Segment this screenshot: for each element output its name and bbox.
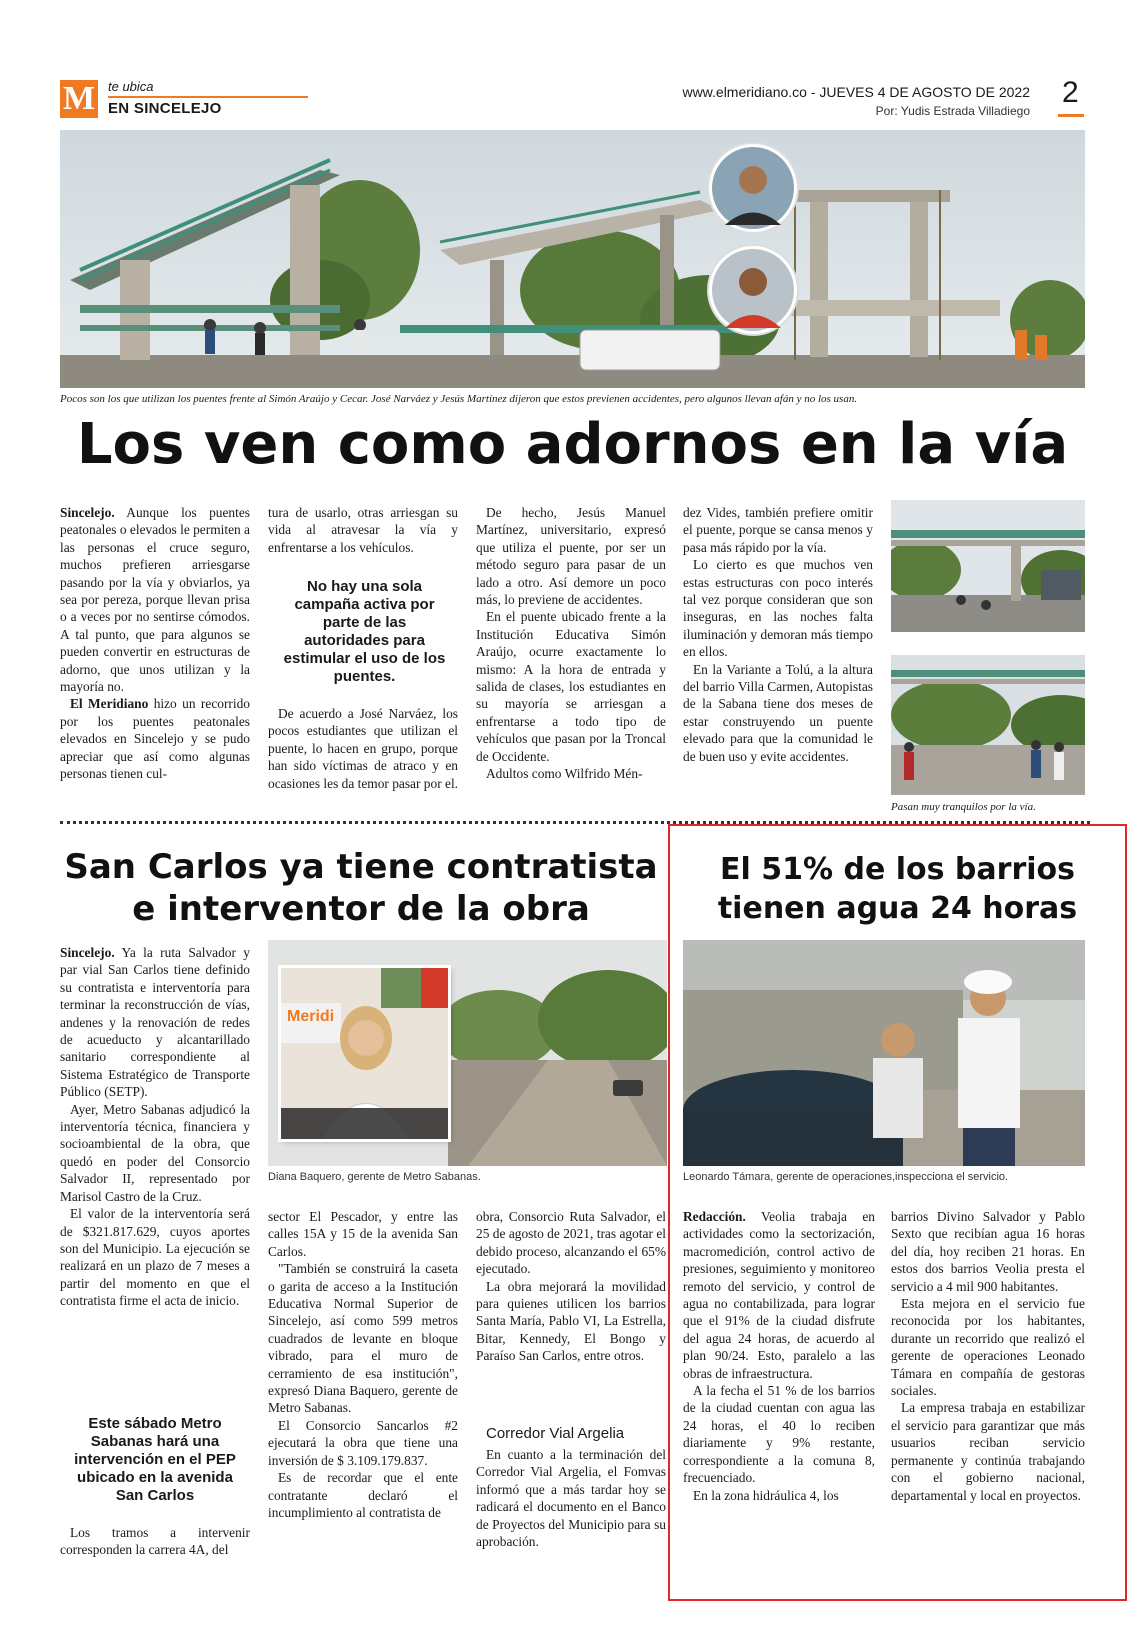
story1-col1-p1: Aunque los puentes peatonales o elevados le permiten a las personas el cruce seguro, muchos prefieren arriesgarse pasando por la vía y obviarlos, ya sea por pereza, porque llevan prisa o a veces por no sentirse cómodos. A tal punto, que para algunos se pueden convertir en estructuras de adorno, que unos utilizan y la mayoría no.: [60, 505, 250, 695]
side-photo-pedestrians: [891, 655, 1085, 795]
story2-col3-p1: obra, Consorcio Ruta Salvador, el 25 de agosto de 2021, tras agotar el debido proceso, alcanzando el 65% ejecutado.: [476, 1209, 666, 1277]
story2-col1b: [60, 1524, 250, 1559]
tagline-rule: [108, 96, 308, 98]
top-photo-caption: Pocos son los que utilizan los puentes frente al Simón Araújo y Cecar. José Narváez y Jesús Martínez dijeron que estos previenen accidentes, pero algunos llevan afán y no los usan.: [60, 393, 858, 405]
story1-col1-p2: hizo un recorrido por los puentes peatonales elevados en Sincelejo y se pudo apreciar que así como algunas personas tienen cul-: [60, 696, 250, 782]
story1-col1: [60, 504, 250, 783]
story3-col1: [683, 1208, 875, 1504]
story2-col2-p4: Es de recordar que el ente contratante declaró el incumplimiento al contratista de: [268, 1470, 458, 1520]
story3-col2-p3: La empresa trabaja en estabilizar el servicio para garantizar que más usuarios reciban servicio permanente y continúa trabajando con el gobierno nacional, departamental y local en proyectos.: [891, 1400, 1085, 1503]
story2-col1-p2: Ayer, Metro Sabanas adjudicó la interventoría técnica, financiera y socioambiental de la obra, que quedó en poder del Consorcio Salvador II, representado por Marisol Castro de la Cruz.: [60, 1101, 250, 1204]
story2-col1-p4: Los tramos a intervenir corresponden la carrera 4A, del: [60, 1525, 250, 1558]
page-number: 2: [1062, 76, 1079, 109]
story1-lead: Sincelejo.: [60, 505, 115, 520]
story1-col4-p1: dez Vides, también prefiere omitir el puente, porque se cansa menos y pasa más rápido por la vía.: [683, 505, 873, 555]
story2-col1-p3: El valor de la interventoría será de $321.817.629, cuyos aportes son del Municipio. La ejecución se realizará en un plazo de 7 meses a partir del momento en que el contratista firme el acta de inicio.: [60, 1206, 250, 1309]
story2-pull-quote: Este sábado Metro Sabanas hará una intervención en el PEP ubicado en la avenida San Carlos: [74, 1415, 236, 1504]
story3-col2-p1: barrios Divino Salvador y Pablo Sexto que recibían agua 16 horas del día, hoy reciben 21 horas. En estos dos barrios Veolia presta el servicio a 4 mil 900 habitantes.: [891, 1209, 1085, 1294]
story2-col3b: [476, 1446, 666, 1550]
story1-col2-p1: tura de usarlo, otras arriesgan su vida al atravesar la vía y enfrentarse a los vehículos.: [268, 505, 458, 555]
headline-san-carlos-line2: e interventor de la obra: [132, 889, 590, 929]
headline-agua-line1: El 51% de los barrios: [720, 852, 1075, 887]
bridges-photo: [60, 130, 1085, 388]
story2-col2-p2: "También se construirá la caseta o garita de acceso a la Institución Educativa Normal Superior de Sincelejo, así como 599 metros cuadrados de levante en bloque vibrado, para el muro de cerramiento de esa institución", expresó Diana Baquero, gerente de Metro Sabanas.: [268, 1261, 458, 1416]
section-label: EN SINCELEJO: [108, 100, 222, 117]
inset-logo-text: Meridi: [287, 1008, 335, 1025]
story1-pull-quote: No hay una sola campaña activa por parte de las autoridades para estimular el uso de los puentes.: [283, 578, 446, 685]
story1-col2-p2: De acuerdo a José Narváez, los pocos estudiantes que utilizan el puente, lo hacen en grupo, porque han sido víctimas de atraco y en ocasiones les da temor pasar por el.: [268, 706, 459, 791]
story3-col2-p2: Esta mejora en el servicio fue reconocida por los habitantes, durante un recorrido que realizó el gerente de operaciones Leonado Támara en compañía de gestoras sociales.: [891, 1296, 1085, 1399]
story2-col2-p1: sector El Pescador, y entre las calles 15A y 15 de la avenida San Carlos.: [268, 1209, 458, 1259]
story3-col2: [891, 1208, 1085, 1504]
story2-col1: [60, 944, 250, 1310]
story2-subhead: Corredor Vial Argelia: [486, 1425, 625, 1442]
veolia-photo: [683, 940, 1085, 1166]
headline-san-carlos: [55, 846, 667, 930]
story1-col3-p3: Adultos como Wilfrido Mén-: [486, 766, 643, 782]
story1-lead2: El Meridiano: [70, 696, 149, 712]
side-photo-caption: Pasan muy tranquilos por la vía.: [891, 801, 1036, 813]
story2-col1-p1: Ya la ruta Salvador y par vial San Carlos tiene definido su contratista e interventoría para terminar la reconstrucción de vías, andenes y la renovación de redes de acueducto y alcantarillado sanitario correspondiente al Sistema Estratégico de Transporte Público (SETP).: [60, 945, 250, 1100]
story2-col3-p2: La obra mejorará la movilidad para quienes utilicen los barrios Santa María, Pablo VI, La Estrella, Bitar, Kennedy, El Bongo y Paraíso San Carlos, entre otros.: [476, 1278, 666, 1364]
story3-col1-p2: A la fecha el 51 % de los barrios de la ciudad cuentan con agua las 24 horas, el 40 lo reciben diariamente y 9% restante, correspondiente a la comuna 8, frecuenciado.: [683, 1383, 875, 1486]
page-number-rule: [1058, 114, 1084, 117]
story3-col1-p3: En la zona hidráulica 4, los: [693, 1487, 839, 1503]
story1-col4: [683, 504, 873, 765]
story1-col2b: [268, 705, 458, 792]
story2-col3-p3: En cuanto a la terminación del Corredor Vial Argelia, el Fomvas informó que a más tardar hoy se radicará el documento en el Banco de Proyectos del Municipio para su aprobación.: [476, 1447, 666, 1550]
story2-col3: [476, 1208, 666, 1365]
story1-col2: [268, 504, 458, 556]
story1-col4-p3: En la Variante a Tolú, a la altura del barrio Villa Carmen, Autopistas de la Sabana tiene dos meses de estar construyendo un puente elevado para que la comunidad le de buen uso y evite accidentes.: [683, 661, 873, 764]
dateline: www.elmeridiano.co - JUEVES 4 DE AGOSTO DE 2022: [682, 84, 1030, 100]
headline-agua-line2: tienen agua 24 horas: [717, 891, 1078, 926]
story3-col1-p1: Veolia trabaja en actividades como la sectorización, macromedición, control activo de presiones, seguimiento y monitoreo remoto del servicio, y control de agua no contabilizada, para lograr que el 91% de la ciudad disfrute del agua 24 horas, de acuerdo al plan 90/24. Esto, paralelo a las obras de infraestructura.: [683, 1209, 875, 1381]
story1-col4-p2: Lo cierto es que muchos ven estas estructuras con poco interés tal vez porque consideran que son inseguras, en las noches falta iluminación y demoran más tiempo en ellos.: [683, 557, 873, 660]
story2-lead: Sincelejo.: [60, 945, 115, 960]
side-photo-bridge-traffic: [891, 500, 1085, 632]
headline-san-carlos-line1: San Carlos ya tiene contratista: [64, 847, 658, 887]
veolia-photo-caption: Leonardo Támara, gerente de operaciones,inspecciona el servicio.: [683, 1171, 1009, 1183]
story1-col3: [476, 504, 666, 783]
story1-col3-p2: En el puente ubicado frente a la Institución Educativa Simón Araújo, ocurre exactamente lo mismo: A la hora de entrada y salida de clases, los estudiantes en su mayoría se arriesgan a enfrentarse a todo tipo de vehículos que pasan por la Troncal de Occidente.: [476, 609, 666, 764]
headline-agua: [670, 850, 1125, 928]
headline-adornos: Los ven como adornos en la vía: [76, 412, 1069, 477]
byline: Por: Yudis Estrada Villadiego: [875, 104, 1030, 118]
diana-baquero-inset: [281, 968, 448, 1139]
san-carlos-photo-caption: Diana Baquero, gerente de Metro Sabanas.: [268, 1171, 481, 1183]
story2-col2-p3: El Consorcio Sancarlos #2 ejecutará la obra que tiene una inversión de $ 3.109.179.837.: [268, 1417, 458, 1468]
tagline: te ubica: [108, 79, 154, 94]
story2-col2: [268, 1208, 458, 1521]
meridiano-logo: M: [60, 80, 98, 118]
story3-lead: Redacción.: [683, 1209, 746, 1224]
story1-col3-p1: De hecho, Jesús Manuel Martínez, universitario, expresó que utiliza el puente, por ser un método seguro para pasar de un lado a otro. Así demore un poco más, lo previene de accidentes.: [476, 505, 666, 608]
